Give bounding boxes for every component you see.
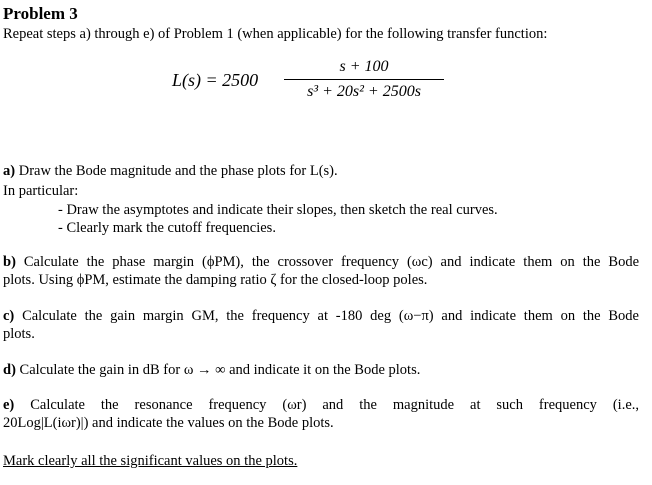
fraction-bar — [284, 79, 444, 80]
part-b-line-1 — [3, 254, 639, 271]
equation-fraction — [284, 58, 444, 101]
part-a-sub-intro: In particular: — [3, 183, 79, 199]
part-d-line — [3, 362, 420, 379]
part-b-text-1: Calculate the phase margin (ϕPM), the crossover frequency (ωc) and indicate them on the Bode — [23, 254, 640, 270]
part-e-label: e) — [3, 397, 15, 413]
problem-title: Problem 3 — [3, 4, 78, 23]
equation-numerator: s + 100 — [339, 58, 389, 75]
part-d-label: d) — [3, 362, 16, 378]
part-c-line-1 — [3, 308, 639, 325]
part-a-line — [3, 163, 338, 180]
part-d-text: Calculate the gain in dB for ω → ∞ and indicate it on the Bode plots. — [19, 362, 421, 378]
part-c-label: c) — [3, 308, 15, 324]
part-b-label: b) — [3, 254, 16, 270]
part-b-line-2: plots. Using ϕPM, estimate the damping ratio ζ for the closed-loop poles. — [3, 272, 428, 288]
part-a-text: Draw the Bode magnitude and the phase plots for L(s). — [18, 163, 338, 179]
part-e-text-1: Calculate the resonance frequency (ωr) and the magnitude at such frequency (i.e., — [30, 397, 640, 413]
part-a-item-1: - Draw the asymptotes and indicate their slopes, then sketch the real curves. — [58, 202, 498, 218]
part-e-line-1 — [3, 397, 639, 414]
part-c-line-2: plots. — [3, 326, 35, 342]
part-c-text-1: Calculate the gain margin GM, the frequency at -180 deg (ω−π) and indicate them on the Bode — [22, 308, 639, 324]
part-a-item-2: - Clearly mark the cutoff frequencies. — [58, 220, 276, 236]
part-e-line-2: 20Log|L(iωr)|) and indicate the values on the Bode plots. — [3, 415, 334, 431]
equation-denominator: s³ + 20s² + 2500s — [307, 83, 421, 100]
part-a-label: a) — [3, 163, 16, 179]
footer-note: Mark clearly all the significant values on the plots. — [3, 453, 298, 469]
problem-intro: Repeat steps a) through e) of Problem 1 (when applicable) for the following transfer function: — [3, 26, 548, 42]
equation-lhs: L(s) = 2500 — [172, 70, 259, 90]
